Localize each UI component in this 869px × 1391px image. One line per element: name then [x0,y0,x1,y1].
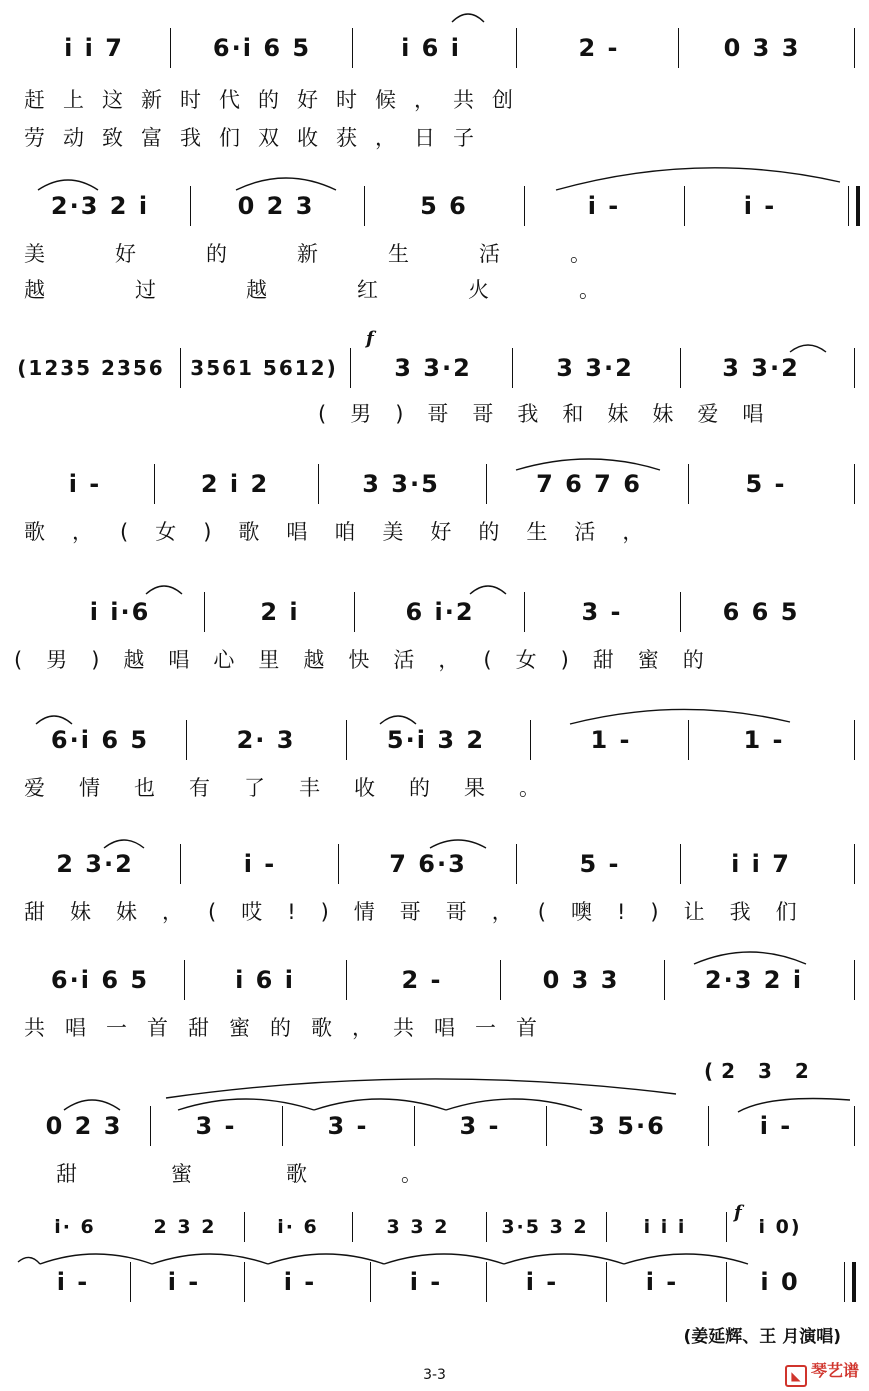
barline [486,464,487,504]
notes-row [0,1106,869,1146]
measure: 6 6 5 [722,598,800,626]
measure: i - [645,1268,679,1296]
measure: 0 2 3 [45,1112,123,1140]
barline [500,960,501,1000]
measure: i· 6 [277,1216,319,1238]
barline [688,464,689,504]
measure: i i i [643,1216,687,1238]
dynamic-marking: f [734,1202,742,1223]
measure: i i·6 [89,598,151,626]
lyric-line: 甜妹妹，(哎!)情哥哥，(噢!)让我们 [24,900,822,924]
measure: 3 3·2 [394,354,472,382]
barline [854,844,855,884]
watermark-text: 琴艺谱 [810,1361,859,1380]
measure: 6·i 6 5 [212,34,312,62]
barline [244,1212,245,1242]
barline [680,592,681,632]
measure: 3 - [459,1112,501,1140]
final-barline-thick [852,1262,856,1302]
measure: 3 3·2 [556,354,634,382]
lyric-verse-2: 越过越红火。 [24,278,690,302]
barline [546,1106,547,1146]
measure: 2·3 2 i [704,966,804,994]
measure: 2 i [260,598,300,626]
measure: 3 - [195,1112,237,1140]
lyric-row [0,644,869,674]
measure: i - [56,1268,90,1296]
measure: 3 - [581,598,623,626]
repeat-barline-thick [856,186,860,226]
barline [346,960,347,1000]
barline [680,348,681,388]
lyric-verse-2: 劳动致富我们双收获，日子 [24,126,492,150]
lyric-row [0,772,869,802]
measure: 0 3 3 [542,966,620,994]
measure: i - [409,1268,443,1296]
measure: 5 - [745,470,787,498]
barline [854,720,855,760]
dynamic-marking: f [366,328,374,349]
measure: i i 7 [731,850,791,878]
measure: i 6 i [401,34,461,62]
notes-row [0,592,869,632]
barline [130,1262,131,1302]
barline [512,348,513,388]
lyric-line: 甜蜜歌。 [56,1162,516,1186]
measure: 2·3 2 i [50,192,150,220]
lyric-line: 共唱一首甜蜜的歌，共唱一首 [24,1016,557,1040]
lyric-verse-1: 赶上这新时代的好时候，共创 [24,88,531,112]
notes-row [0,464,869,504]
performer-credit: (姜延辉、王 月演唱) [683,1327,841,1347]
notes-row [0,960,869,1000]
barline [180,348,181,388]
measure: (1235 2356 [17,356,165,380]
barline [530,720,531,760]
barline [352,28,353,68]
barline [854,348,855,388]
slur [166,1079,676,1098]
lyric-row [0,274,869,304]
measure: 6 i·2 [405,598,475,626]
measure: 2 - [401,966,443,994]
barline [708,1106,709,1146]
barline [154,464,155,504]
measure: 3 5·6 [588,1112,666,1140]
barline [606,1262,607,1302]
lyric-verse-1: 美好的新生活。 [24,242,661,266]
notes-row [0,28,869,68]
measure: 2 3·2 [56,850,134,878]
measure: i - [283,1268,317,1296]
notes-row [0,348,869,388]
measure: 3·5 3 2 [501,1216,589,1238]
measure: 5 - [579,850,621,878]
measure: 3561 5612) [190,356,338,380]
measure: 7 6 7 6 [536,470,642,498]
lyric-row [0,1158,869,1188]
measure: 6·i 6 5 [50,726,150,754]
barline [854,960,855,1000]
lyric-row [0,398,869,428]
watermark-logo-icon: ◣ [785,1365,807,1387]
lyric-row [0,122,869,152]
measure: 2 i 2 [200,470,270,498]
measure: 1 - [743,726,785,754]
barline [150,1106,151,1146]
barline [346,720,347,760]
notes-row [0,844,869,884]
measure: 6·i 6 5 [50,966,150,994]
lyric-row [0,238,869,268]
measure: i 0) [758,1216,802,1238]
measure: 7 6·3 [389,850,467,878]
barline [338,844,339,884]
barline [184,960,185,1000]
measure: i - [759,1112,793,1140]
barline [688,720,689,760]
barline [190,186,191,226]
barline [204,592,205,632]
measure: i - [167,1268,201,1296]
barline [524,592,525,632]
barline [486,1262,487,1302]
barline [180,844,181,884]
barline [678,28,679,68]
measure: 0 2 3 [237,192,315,220]
barline [364,186,365,226]
lyric-line: 歌，(女)歌唱咱美好的生活， [24,520,671,544]
barline [318,464,319,504]
notes-row [0,186,869,226]
barline [186,720,187,760]
barline [486,1212,487,1242]
barline [726,1262,727,1302]
barline [282,1106,283,1146]
upper-voice-notes: (2 3 2 [704,1059,817,1083]
final-barline-thin [844,1262,845,1302]
measure: 3 3 2 [386,1216,450,1238]
barline [684,186,685,226]
lyric-row [0,1012,869,1042]
measure: i 6 i [235,966,295,994]
measure: 3 - [327,1112,369,1140]
barline [854,464,855,504]
measure: 1 - [590,726,632,754]
lyric-row [0,516,869,546]
barline [854,1106,855,1146]
lyric-line: 爱情也有了丰收的果。 [24,776,574,800]
measure: i - [243,850,277,878]
barline [354,592,355,632]
measure: 3 3·5 [362,470,440,498]
site-watermark [785,1358,859,1387]
measure: i· 6 [54,1216,96,1238]
measure: 5 6 [420,192,468,220]
lyric-line: (男)越唱心里越快活，(女)甜蜜的 [14,648,728,672]
barline [726,1212,727,1242]
measure: 2· 3 [236,726,296,754]
notes-row [0,720,869,760]
lyric-row [0,896,869,926]
page-number: 3-3 [423,1367,446,1383]
barline [352,1212,353,1242]
notes-row [0,1262,869,1302]
barline [350,348,351,388]
measure: i i 7 [64,34,124,62]
barline [414,1106,415,1146]
measure: 2 - [578,34,620,62]
lyric-row [0,84,869,114]
measure: 3 3·2 [722,354,800,382]
barline [606,1212,607,1242]
measure: i - [587,192,621,220]
measure: 5·i 3 2 [386,726,486,754]
measure: i - [68,470,102,498]
measure: 2 3 2 [153,1216,217,1238]
barline [854,28,855,68]
barline [664,960,665,1000]
barline [516,844,517,884]
barline [524,186,525,226]
measure: i 0 [760,1268,800,1296]
barline [170,28,171,68]
repeat-barline [848,186,849,226]
barline [370,1262,371,1302]
barline [680,844,681,884]
measure: i - [525,1268,559,1296]
barline [244,1262,245,1302]
slur [452,14,484,22]
measure: 0 3 3 [723,34,801,62]
barline [516,28,517,68]
measure: i - [743,192,777,220]
lyric-line: (男)哥哥我和妹妹爱唱 [318,402,788,426]
